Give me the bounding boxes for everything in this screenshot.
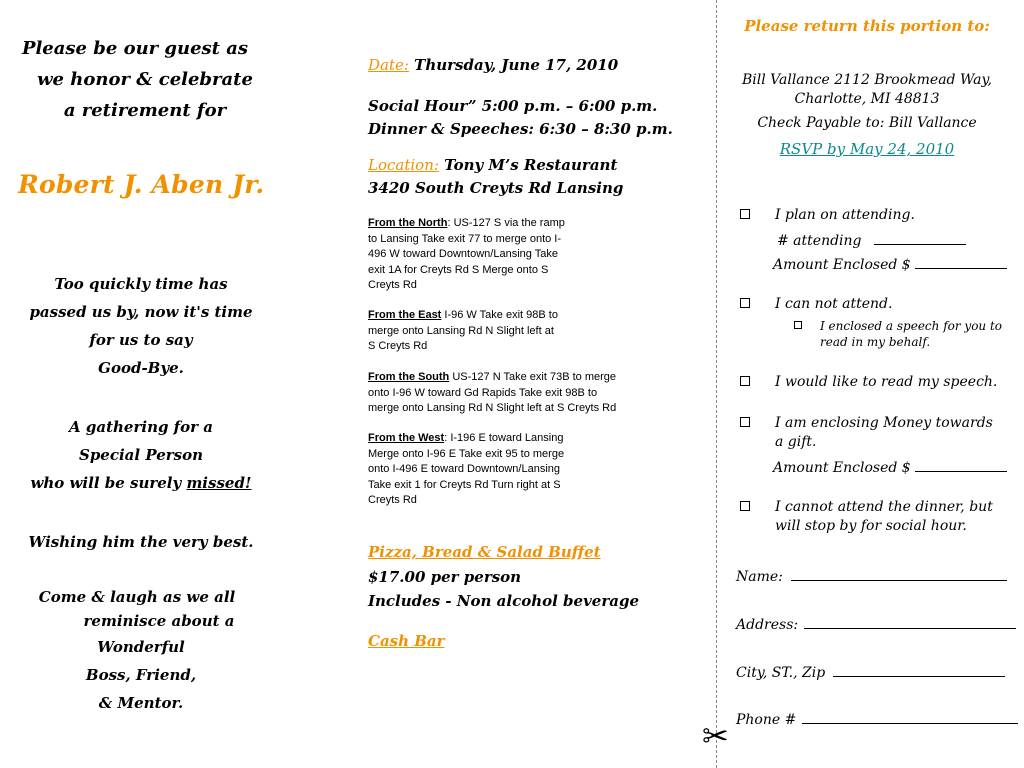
- dinner-time: Dinner & Speeches: 6:30 – 8:30 p.m.: [368, 120, 673, 138]
- poem-line: Good-Bye.: [98, 359, 184, 377]
- direction-sep: :: [447, 217, 451, 229]
- buffet-heading: Pizza, Bread & Salad Buffet: [368, 543, 601, 561]
- gathering-line: A gathering for a: [69, 418, 213, 436]
- attending-count-field[interactable]: [874, 230, 966, 245]
- checkbox-attending[interactable]: [740, 209, 750, 219]
- location-label: Location:: [368, 156, 439, 174]
- direction-line: Merge onto I-96 E Take exit 95 to merge: [368, 447, 565, 460]
- option-social-line: will stop by for social hour.: [775, 518, 967, 534]
- option-social-line: I cannot attend the dinner, but: [775, 499, 993, 515]
- social-hour: Social Hour” 5:00 p.m. – 6:00 p.m.: [368, 97, 658, 115]
- direction-line: US-127 N Take exit 73B to merge: [449, 371, 616, 383]
- direction-line: Creyts Rd: [368, 494, 417, 506]
- intro-text: [0, 33, 290, 126]
- honoree-name: Robert J. Aben Jr.: [18, 170, 265, 199]
- checkbox-not-attending[interactable]: [740, 298, 750, 308]
- direction-line: 496 W toward Downtown/Lansing Take: [368, 248, 558, 260]
- gathering-line: Special Person: [78, 446, 203, 464]
- directions-east: [368, 308, 668, 355]
- option-speech-line: I enclosed a speech for you to: [820, 319, 1003, 333]
- date-value: Thursday, June 17, 2010: [408, 56, 619, 74]
- poem: [0, 270, 282, 382]
- cut-line: [716, 0, 717, 768]
- invitation-panel: [0, 0, 290, 768]
- check-payable: Check Payable to: Bill Vallance: [757, 115, 977, 131]
- checkbox-gift-money[interactable]: [740, 417, 750, 427]
- date-label: Date:: [368, 56, 409, 74]
- closing-line: Come & laugh as we all: [38, 588, 236, 606]
- direction-label: From the East: [368, 309, 442, 321]
- closing-text: [0, 585, 282, 717]
- rsvp-deadline: RSVP by May 24, 2010: [779, 140, 955, 158]
- direction-sep: :: [444, 432, 448, 444]
- direction-line: S Creyts Rd: [368, 340, 428, 352]
- option-gift-line: I am enclosing Money towards: [775, 415, 993, 431]
- missed-word: missed!: [186, 474, 252, 492]
- return-address-line2: Charlotte, MI 48813: [794, 91, 940, 107]
- option-attending: I plan on attending.: [775, 207, 915, 223]
- checkbox-speech[interactable]: [794, 321, 802, 329]
- direction-line: exit 1A for Creyts Rd S Merge onto S: [368, 263, 549, 276]
- option-gift-money: [775, 414, 1015, 452]
- direction-line: I-96 W Take exit 98B to: [441, 309, 558, 321]
- direction-line: Take exit 1 for Creyts Rd Turn right at S: [368, 478, 561, 491]
- phone-field[interactable]: [802, 709, 1018, 724]
- direction-line: merge onto Lansing Rd N Slight left at S Creyts Rd: [368, 402, 617, 414]
- location-value: Tony M’s Restaurant: [438, 156, 618, 174]
- restaurant-address: 3420 South Creyts Rd Lansing: [368, 179, 624, 197]
- closing-line: reminisce about a: [83, 612, 235, 630]
- amount-label: Amount Enclosed $: [773, 460, 911, 476]
- option-not-attending: I can not attend.: [775, 296, 893, 312]
- location-line: [368, 155, 617, 176]
- rsvp-form: [732, 0, 1024, 768]
- name-field[interactable]: [791, 566, 1007, 581]
- attending-label: # attending: [777, 233, 862, 249]
- name-row: [736, 566, 1007, 585]
- scissors-icon: ✂: [702, 717, 729, 755]
- address-row: [736, 614, 1016, 633]
- amount-row-2: [773, 457, 1007, 478]
- missed-prefix: who will be surely: [30, 474, 187, 492]
- name-label: Name:: [736, 569, 783, 585]
- closing-line: Boss, Friend,: [85, 666, 197, 684]
- amount-field-1[interactable]: [915, 254, 1007, 269]
- city-label: City, ST., Zip: [736, 665, 826, 681]
- poem-line: passed us by, now it's time: [29, 303, 253, 321]
- intro-line: a retirement for: [63, 100, 227, 121]
- direction-line: I-196 E toward Lansing: [447, 432, 564, 444]
- option-read-speech: I would like to read my speech.: [775, 374, 998, 390]
- option-social-hour: [775, 498, 1015, 536]
- wishing-text: Wishing him the very best.: [28, 533, 254, 551]
- address-field[interactable]: [804, 614, 1016, 629]
- amount-row-1: [773, 254, 1007, 275]
- missed-line: [0, 469, 282, 497]
- return-heading: Please return this portion to:: [744, 17, 990, 35]
- includes: Includes - Non alcohol beverage: [368, 592, 639, 610]
- direction-line: US-127 S via the ramp: [450, 217, 565, 229]
- direction-line: onto I-96 W toward Gd Rapids Take exit 98B to: [368, 386, 598, 399]
- date-line: [368, 55, 618, 76]
- checkbox-social-hour[interactable]: [740, 501, 750, 511]
- return-address-line1: Bill Vallance 2112 Brookmead Way,: [742, 72, 992, 88]
- directions-south: [368, 370, 698, 417]
- direction-label: From the West: [368, 432, 445, 444]
- cash-bar: Cash Bar: [368, 632, 445, 650]
- gathering-text: [0, 413, 282, 497]
- closing-line: Wonderful: [97, 638, 185, 656]
- directions-west: [368, 431, 668, 509]
- city-field[interactable]: [833, 662, 1005, 677]
- amount-field-2[interactable]: [915, 457, 1007, 472]
- price: $17.00 per person: [368, 568, 522, 586]
- attending-count-row: [777, 230, 966, 251]
- direction-line: Creyts Rd: [368, 279, 417, 291]
- direction-line: onto I-496 E toward Downtown/Lansing: [368, 463, 561, 475]
- phone-label: Phone #: [736, 712, 797, 728]
- closing-line: & Mentor.: [98, 694, 184, 712]
- poem-line: Too quickly time has: [54, 275, 228, 293]
- address-label: Address:: [736, 617, 799, 633]
- direction-label: From the North: [368, 217, 448, 229]
- intro-line: Please be our guest as: [21, 38, 249, 59]
- directions-north: [368, 216, 668, 294]
- event-details-panel: [368, 0, 698, 768]
- direction-label: From the South: [368, 371, 450, 383]
- intro-line: we honor & celebrate: [37, 69, 253, 90]
- option-gift-line: a gift.: [775, 434, 817, 450]
- direction-line: to Lansing Take exit 77 to merge onto I-: [368, 232, 562, 245]
- checkbox-read-speech[interactable]: [740, 376, 750, 386]
- option-speech: [820, 318, 1020, 350]
- city-row: [736, 662, 1005, 681]
- poem-line: for us to say: [89, 331, 193, 349]
- option-speech-line: read in my behalf.: [820, 335, 931, 349]
- phone-row: [736, 709, 1018, 728]
- direction-line: merge onto Lansing Rd N Slight left at: [368, 324, 554, 337]
- amount-label: Amount Enclosed $: [773, 257, 911, 273]
